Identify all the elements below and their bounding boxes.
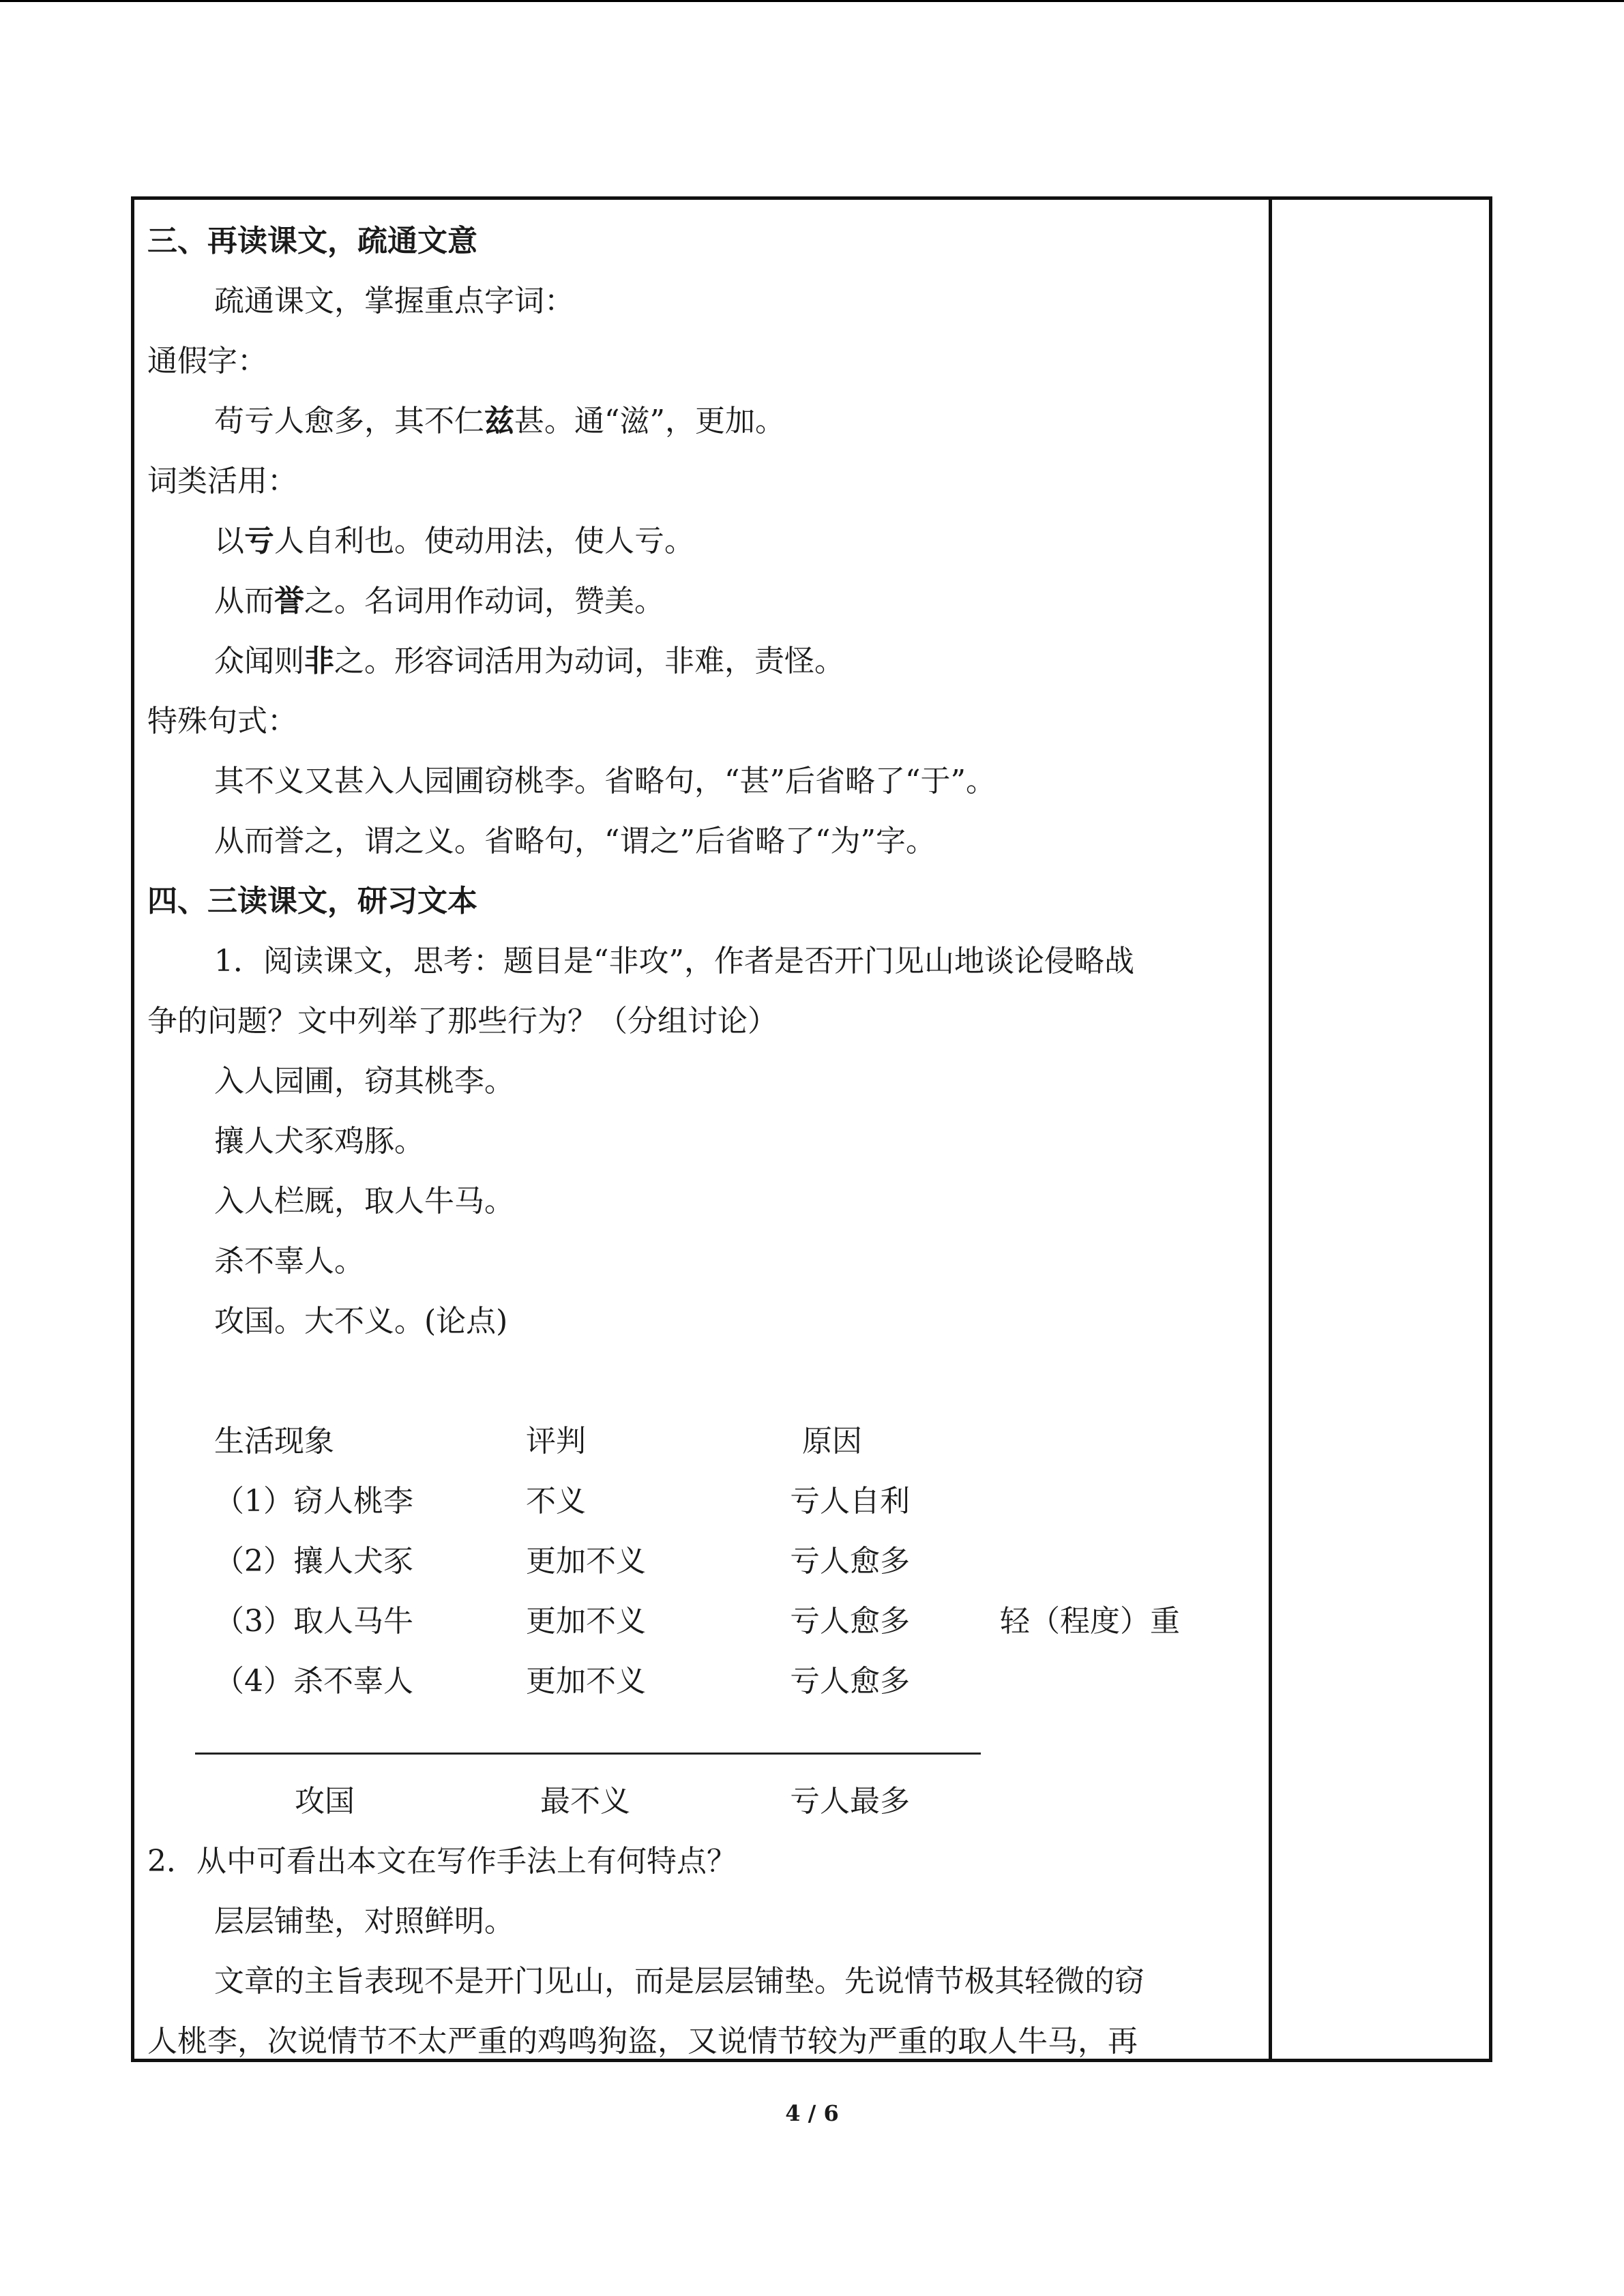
cell-reason: 亏人自利 (790, 1484, 910, 1519)
divider-line (195, 1753, 981, 1755)
cell-phenomenon: （3）取人马牛 (214, 1604, 413, 1639)
summary-divider (147, 1712, 1259, 1772)
act-item: 杀不辜人。 (214, 1244, 364, 1279)
header-judgement: 评判 (526, 1424, 586, 1459)
cilei-example-1 (147, 511, 1259, 571)
cilei-example-3 (147, 631, 1259, 691)
teshu-example-2: 从而誉之，谓之义。省略句，“谓之”后省略了“为”字。 (214, 824, 936, 859)
comparison-row (147, 1592, 1259, 1652)
act-item: 入人栏厩，取人牛马。 (214, 1184, 514, 1219)
cell-reason: 亏人愈多 (790, 1604, 910, 1639)
comparison-final-row (147, 1772, 1259, 1832)
teshu-example-1: 其不义又甚入人园圃窃桃李。省略句，“甚”后省略了“于”。 (214, 764, 996, 799)
cilei-3-post: 之。形容词活用为动词，非难，责怪。 (334, 644, 844, 679)
cell-judgement: 不义 (526, 1484, 586, 1519)
cell-phenomenon: （1）窃人桃李 (214, 1484, 413, 1519)
cilei-1-post: 人自利也。使动用法，使人亏。 (274, 524, 694, 558)
section-4-heading: 四、三读课文，研习文本 (147, 884, 477, 919)
tongjia-text-post: 甚。通“滋”，更加。 (514, 404, 785, 438)
question-1-line-1: 1．阅读课文，思考：题目是“非攻”，作者是否开门见山地谈论侵略战 (214, 944, 1134, 979)
notes-column-divider (1269, 196, 1272, 2062)
tongjia-example (147, 391, 1259, 451)
teshu-label: 特殊句式： (147, 704, 297, 739)
cilei-example-2 (147, 571, 1259, 631)
cell-phenomenon: 攻国 (295, 1784, 355, 1819)
cell-reason: 亏人愈多 (790, 1664, 910, 1699)
question-1-line-2: 争的问题？文中列举了那些行为？（分组讨论） (147, 1004, 778, 1039)
cell-phenomenon: （2）攘人犬豕 (214, 1544, 413, 1579)
question-2: 2．从中可看出本文在写作手法上有何特点？ (147, 1844, 737, 1879)
cilei-1-pre: 以 (214, 524, 244, 558)
page-number: 4 / 6 (785, 2100, 839, 2126)
cell-judgement: 更加不义 (526, 1544, 646, 1579)
comparison-row (147, 1532, 1259, 1592)
cilei-2-post: 之。名词用作动词，赞美。 (304, 584, 664, 618)
tongjia-label: 通假字： (147, 344, 267, 378)
header-reason: 原因 (802, 1424, 862, 1459)
severity-note: 轻（程度）重 (1000, 1604, 1180, 1639)
cell-judgement: 更加不义 (526, 1604, 646, 1639)
tongjia-key-char: 兹 (484, 404, 514, 438)
cilei-1-key-char: 亏 (244, 524, 274, 558)
comparison-header-row (147, 1412, 1259, 1472)
cell-reason: 亏人愈多 (790, 1544, 910, 1579)
comparison-row (147, 1472, 1259, 1532)
cell-judgement: 更加不义 (526, 1664, 646, 1699)
tongjia-text-pre: 苟亏人愈多，其不仁 (214, 404, 484, 438)
act-item: 攘人犬豕鸡豚。 (214, 1124, 424, 1159)
spacer (147, 1352, 1259, 1412)
lesson-content (147, 211, 1259, 2058)
analysis-paragraph-line-2: 人桃李，次说情节不太严重的鸡鸣狗盗，又说情节较为严重的取人牛马，再 (147, 2024, 1138, 2058)
cell-reason: 亏人最多 (790, 1784, 910, 1819)
cilei-2-pre: 从而 (214, 584, 274, 618)
cilei-label: 词类活用： (147, 464, 297, 498)
cilei-3-key-char: 非 (304, 644, 334, 679)
analysis-paragraph-line-1: 文章的主旨表现不是开门见山，而是层层铺垫。先说情节极其轻微的窃 (214, 1964, 1145, 1999)
section-3-heading: 三、再读课文，疏通文意 (147, 224, 477, 258)
cell-judgement: 最不义 (540, 1784, 630, 1819)
cilei-2-key-char: 誉 (274, 584, 304, 618)
comparison-row (147, 1652, 1259, 1712)
question-2-answer: 层层铺垫，对照鲜明。 (214, 1904, 514, 1939)
section-3-intro: 疏通课文，掌握重点字词： (214, 284, 574, 318)
cilei-3-pre: 众闻则 (214, 644, 304, 679)
top-border-line (0, 0, 1624, 2)
act-item: 攻国。大不义。(论点) (214, 1304, 508, 1339)
header-phenomenon: 生活现象 (214, 1424, 334, 1459)
cell-phenomenon: （4）杀不辜人 (214, 1664, 413, 1699)
act-item: 入人园圃，窃其桃李。 (214, 1064, 514, 1099)
